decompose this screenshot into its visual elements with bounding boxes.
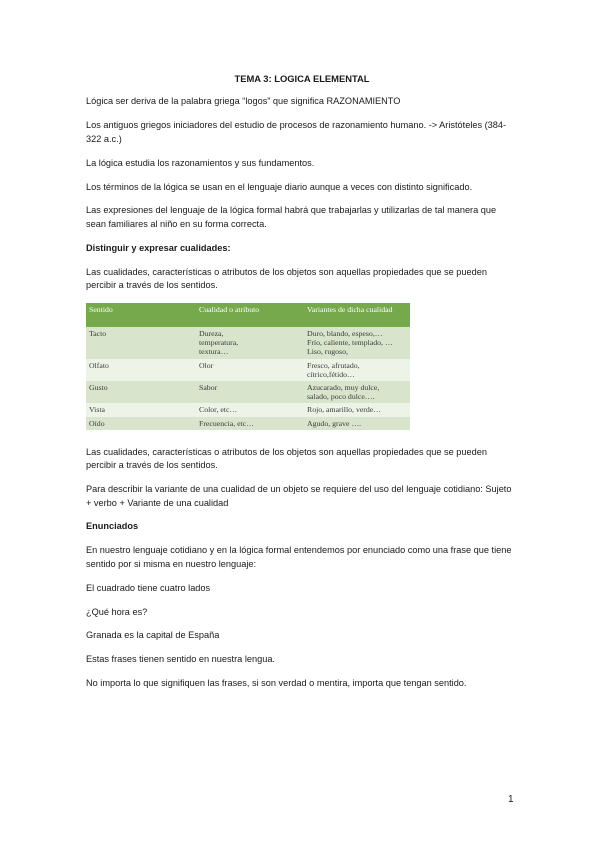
cell-line: Fresco, afrutado, xyxy=(307,360,360,370)
cell-variants xyxy=(304,327,410,359)
cell-line: Frío, caliente, templado, … xyxy=(307,338,393,348)
table-row xyxy=(86,381,410,403)
paragraph: Las cualidades, características o atributos de los objetos son aquellas propiedades que se pueden percibir a través de los sentidos. xyxy=(86,266,487,291)
paragraph: Las expresiones del lenguaje de la lógica formal habrá que trabajarlas y utilizarlas de tal manera que sean familiares al niño en su forma correcta. xyxy=(86,205,497,229)
paragraph: Los términos de la lógica se usan en el lenguaje diario aunque a veces con distinto significado. xyxy=(86,181,473,192)
paragraph: La lógica estudia los razonamientos y sus fundamentos. xyxy=(86,157,315,168)
document-body xyxy=(86,72,518,701)
table-row xyxy=(86,403,410,416)
cell-sense: Vista xyxy=(86,403,196,416)
cell-line: Duro, blando, espeso,… xyxy=(307,328,383,338)
cell-line: salado, poco dulce…. xyxy=(307,392,375,402)
cell-quality xyxy=(196,327,304,359)
cell-sense: Olfato xyxy=(86,359,196,381)
cell-line: Sabor xyxy=(199,382,218,392)
cell-sense: Gusto xyxy=(86,381,196,403)
cell-sense: Tacto xyxy=(86,327,196,359)
cell-line: Azucarado, muy dulce, xyxy=(307,382,380,392)
table-row xyxy=(86,417,410,430)
cell-line: temperatura, xyxy=(199,338,239,348)
cell-variants xyxy=(304,359,410,381)
cell-line: Liso, rugoso, xyxy=(307,347,348,357)
paragraph: Para describir la variante de una cualidad de un objeto se requiere del uso del lenguaje cotidiano: Sujeto + verbo + Variante de una cualidad xyxy=(86,484,512,508)
example-sentence: El cuadrado tiene cuatro lados xyxy=(86,582,211,593)
cell-line: Color, etc… xyxy=(199,405,238,415)
column-header-sense: Sentido xyxy=(86,303,196,327)
cell-quality xyxy=(196,359,304,381)
cell-sense: Oído xyxy=(86,417,196,430)
cell-line: Rojo, amarillo, verde… xyxy=(307,405,382,415)
cell-quality xyxy=(196,417,304,430)
column-header-quality: Cualidad o atributo xyxy=(196,303,304,327)
cell-line: Frecuencia, etc… xyxy=(199,418,254,428)
cell-variants xyxy=(304,403,410,416)
column-header-variants: Variantes de dicha cualidad xyxy=(304,303,410,327)
table-row xyxy=(86,327,410,359)
paragraph: En nuestro lenguaje cotidiano y en la lógica formal entendemos por enunciado como una frase que tiene sentido por si misma en nuestro lenguaje: xyxy=(86,545,512,569)
paragraph: No importa lo que signifiquen las frases, si son verdad o mentira, importa que tengan sentido. xyxy=(86,678,467,689)
paragraph: Lógica ser deriva de la palabra griega “logos” que significa RAZONAMIENTO xyxy=(86,96,401,107)
cell-line: Olor xyxy=(199,360,214,370)
cell-quality xyxy=(196,381,304,403)
paragraph: Estas frases tienen sentido en nuestra lengua. xyxy=(86,654,275,665)
example-sentence: ¿Qué hora es? xyxy=(86,606,148,617)
section-heading-statements: Enunciados xyxy=(86,521,139,532)
table-header-row xyxy=(86,303,410,327)
cell-variants xyxy=(304,381,410,403)
cell-variants xyxy=(304,417,410,430)
example-sentence: Granada es la capital de España xyxy=(86,630,220,641)
cell-line: cítrico,fétido… xyxy=(307,369,355,379)
page-title: TEMA 3: LOGICA ELEMENTAL xyxy=(234,73,370,84)
cell-line: Agudo, grave …. xyxy=(307,418,362,428)
page-number: 1 xyxy=(508,794,514,805)
senses-table xyxy=(86,303,410,430)
table-row xyxy=(86,359,410,381)
paragraph: Las cualidades, características o atributos de los objetos son aquellas propiedades que se pueden percibir a través de los sentidos. xyxy=(86,446,487,471)
cell-quality xyxy=(196,403,304,416)
paragraph: Los antiguos griegos iniciadores del estudio de procesos de razonamiento humano. -> Aristóteles (384-322 a.c.) xyxy=(86,120,507,144)
cell-line: Dureza, xyxy=(199,328,224,338)
cell-line: textura… xyxy=(199,347,229,357)
section-heading-qualities: Distinguir y expresar cualidades: xyxy=(86,242,231,253)
